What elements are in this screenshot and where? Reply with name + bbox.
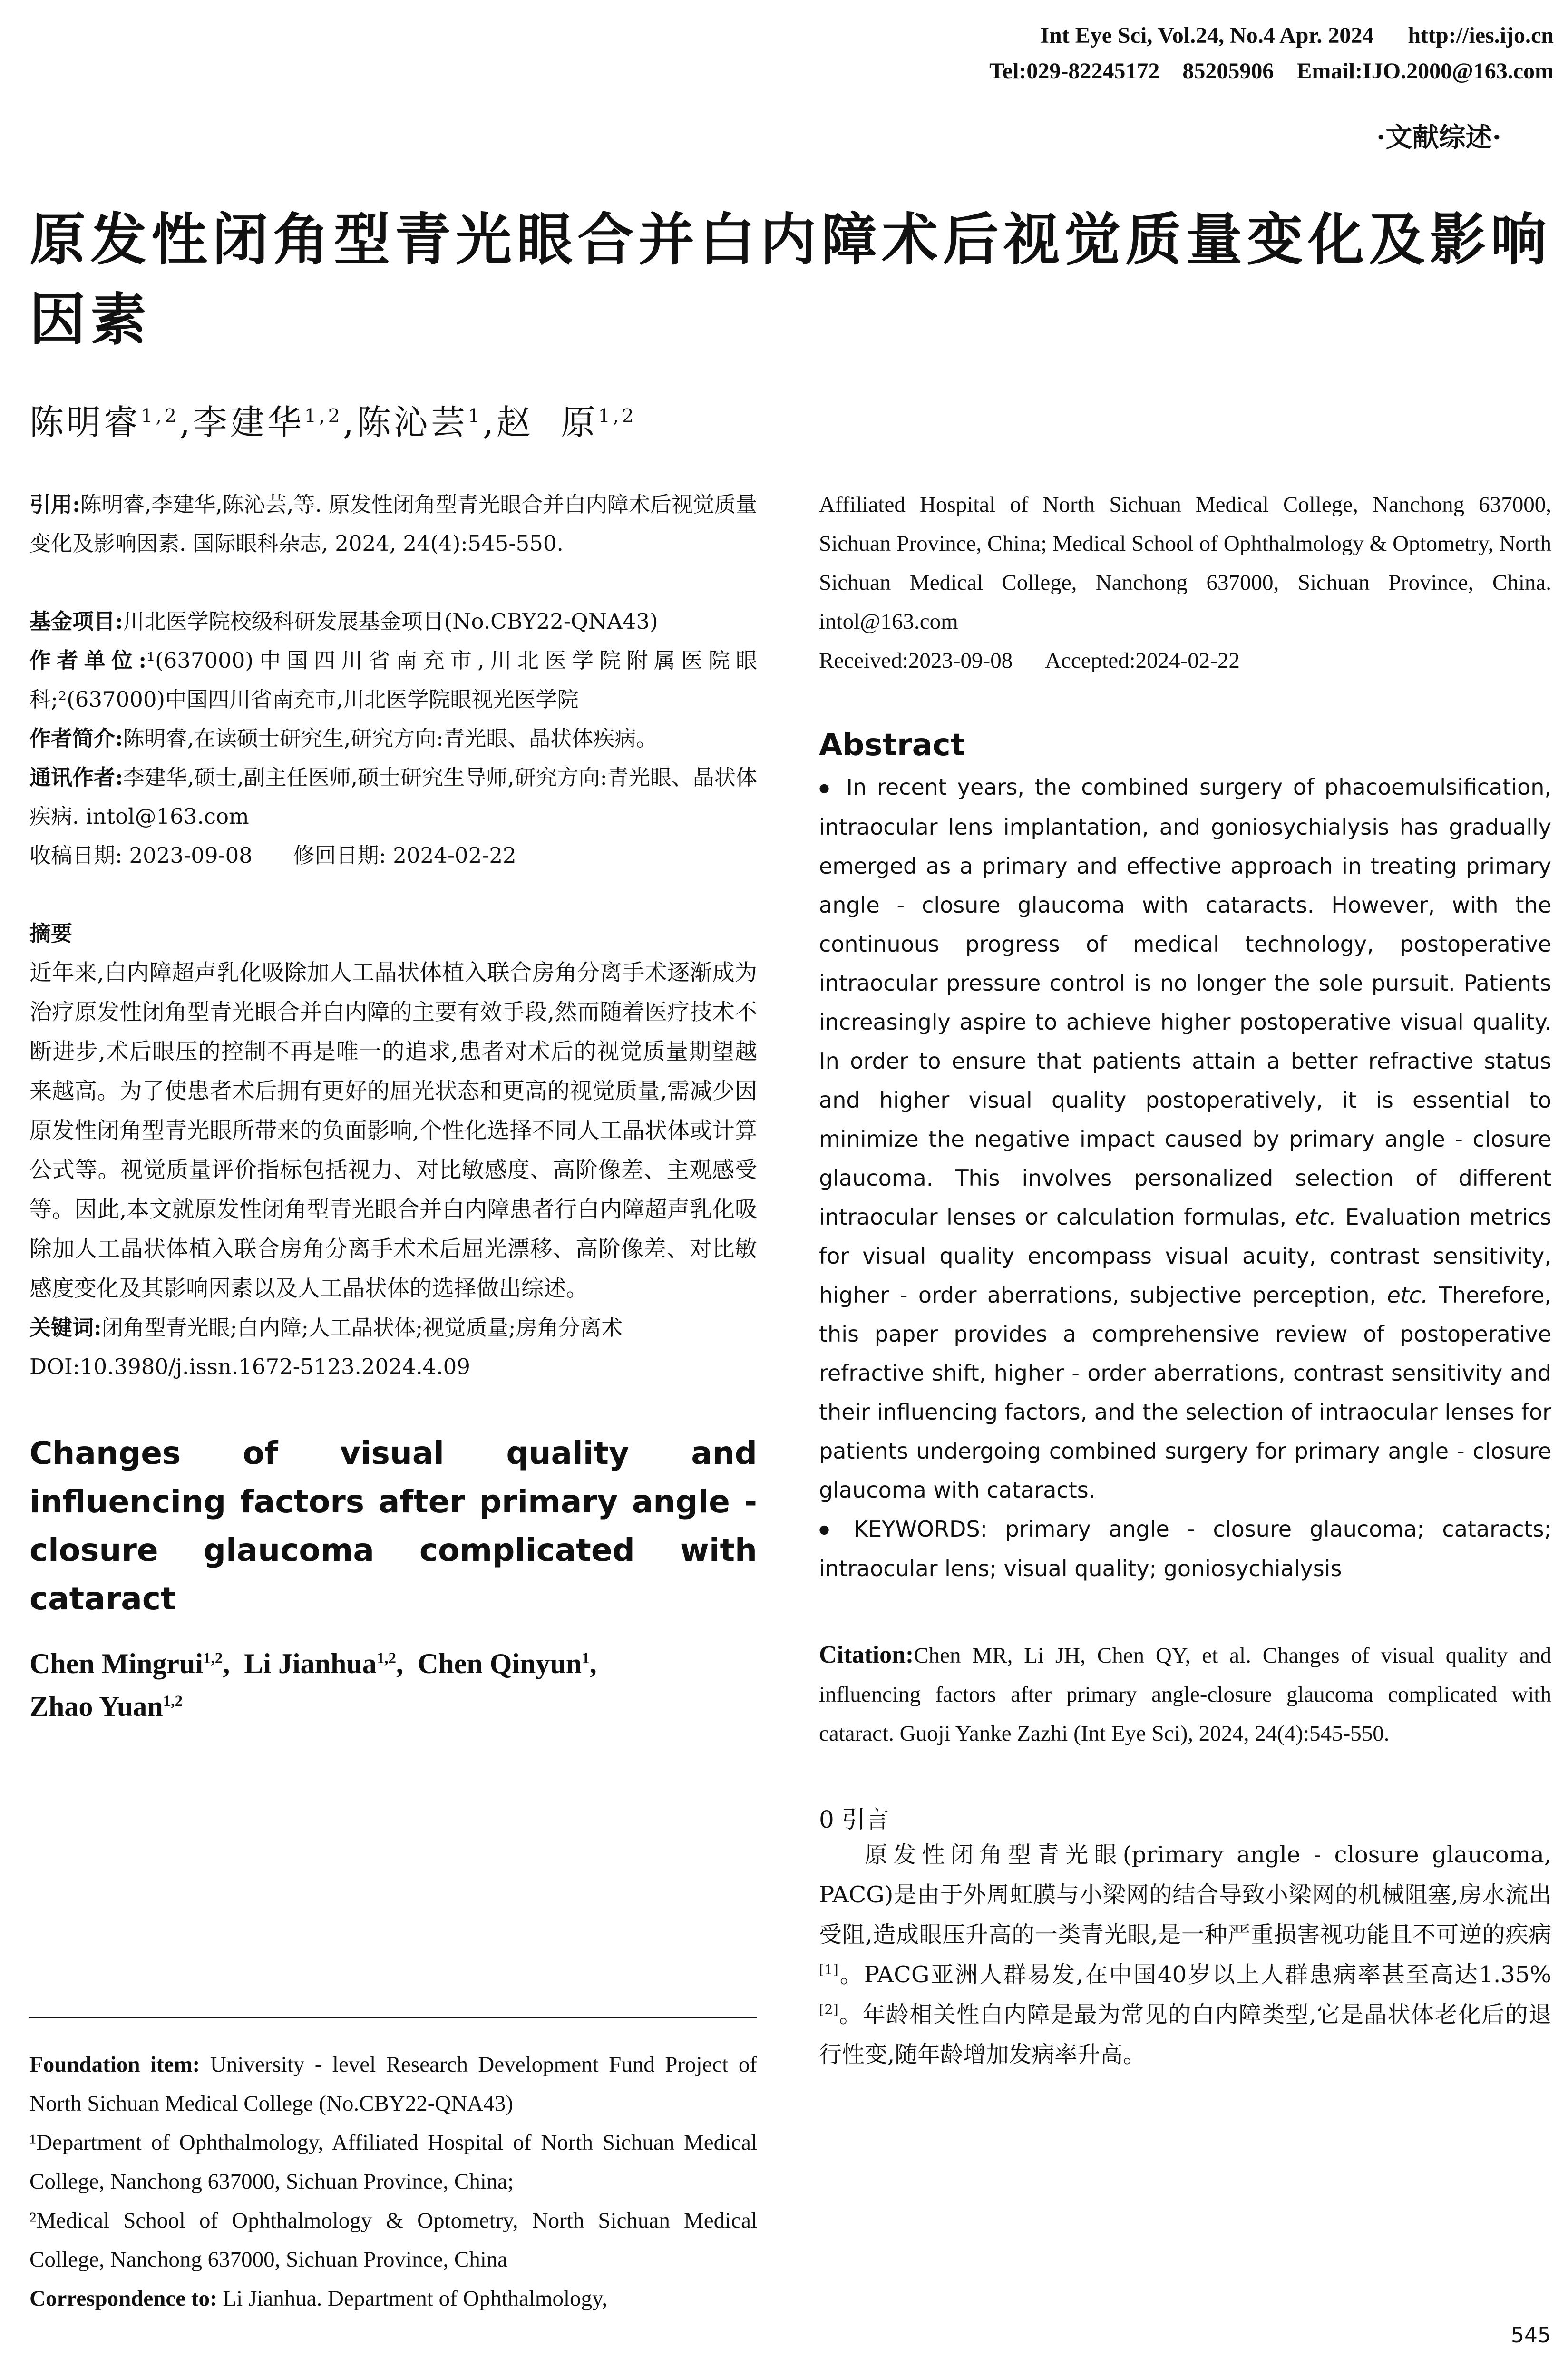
intro-heading: 0 引言	[819, 1806, 889, 1834]
citation-en-label: Citation:	[819, 1641, 914, 1669]
abstract-part: In recent years, the combined surgery of phacoemulsification, intraocular lens implantation, and goniosychialysis has gradually emerged as a primary and effective approach in treating primary angle - closure glaucoma with cataracts. However, with the continuous progress of medical technology, postoperative intraocular pressure control is no longer the sole pursuit. Patients increasingly aspire to achieve higher postoperative visual quality. In order to ensure that patients attain a better refractive status and higher visual quality postoperatively, it is essential to minimize the negative impact caused by primary angle - closure glaucoma. This involves personalized selection of different intraocular lenses or calculation formulas,	[819, 774, 1551, 1230]
abstract-label-cn: 摘要	[29, 921, 73, 946]
english-title: Changes of visual quality and influencing factors after primary angle - closure glaucoma complicated with cataract	[29, 1435, 757, 1617]
author-affiliation: 1,2	[304, 405, 343, 427]
fund-item	[29, 602, 757, 641]
left-column	[29, 485, 757, 1728]
correspondence-text: Li Jianhua. Department of Ophthalmology,	[223, 2286, 608, 2311]
citation-text: 陈明睿,李建华,陈沁芸,等. 原发性闭角型青光眼合并白内障术后视觉质量变化及影响因素. 国际眼科杂志, 2024, 24(4):545-550.	[29, 492, 757, 556]
author-name: Chen Qinyun	[418, 1648, 582, 1679]
dates-cn: 收稿日期: 2023-09-08 修回日期: 2024-02-22	[29, 843, 516, 868]
fund-text: 川北医学院校级科研发展基金项目(No.CBY22-QNA43)	[123, 609, 658, 634]
fund-label: 基金项目:	[29, 609, 123, 634]
received-accepted: Received:2023-09-08 Accepted:2024-02-22	[819, 648, 1240, 673]
foundation-item-en	[29, 2045, 757, 2123]
department-1: ¹Department of Ophthalmology, Affiliated Hospital of North Sichuan Medical College, Nanchong 637000, Sichuan Province, China;	[29, 2130, 757, 2194]
intro-paragraph	[819, 1835, 1551, 2075]
keywords-label: 关键词:	[29, 1315, 102, 1340]
author-name: 陈明睿	[29, 402, 141, 442]
corresponding-author-cn	[29, 758, 757, 836]
journal-header-line2: Tel:029-82245172 85205906 Email:IJO.2000@163.com	[989, 58, 1554, 84]
journal-header-line1: Int Eye Sci, Vol.24, No.4 Apr. 2024 http://ies.ijo.cn	[1040, 23, 1554, 48]
authors-en: Chen Mingrui$^{1,2}$, Li Jianhua$^{1,2}$, Chen Qinyun$^1$, Zhao Yuan$^{1,2}$	[29, 1648, 597, 1722]
author-affiliation: 1,2	[598, 405, 637, 427]
author-units	[29, 641, 757, 719]
right-column	[819, 485, 1551, 2075]
abstract-heading-en: Abstract	[819, 728, 965, 763]
correspondence-en	[29, 2279, 757, 2318]
abstract-part: Therefore, this paper provides a comprehensive review of postoperative refractive shift, higher - order aberrations, contrast sensitivity and their influencing factors, and the selection of intraocular lenses for patients undergoing combined surgery for primary angle - closure glaucoma with cataracts.	[819, 1282, 1551, 1503]
author-name: Li Jianhua	[244, 1648, 377, 1679]
author-name: Zhao Yuan	[29, 1691, 163, 1722]
corr-label: 通讯作者:	[29, 765, 123, 790]
reference-marker: [2]	[819, 2001, 838, 2018]
left-english-footer	[29, 2045, 757, 2318]
abstract-etc: etc.	[1295, 1204, 1337, 1230]
citation-en-text: Chen MR, Li JH, Chen QY, et al. Changes of visual quality and influencing factors after primary angle-closure glaucoma complicated with cataract. Guoji Yanke Zazhi (Int Eye Sci), 2024, 24(4):545-550.	[819, 1643, 1551, 1746]
citation-cn	[29, 485, 757, 563]
author-affiliation: 1,2	[203, 1650, 223, 1667]
intro-part: 原发性闭角型青光眼(primary angle - closure glaucoma, PACG)是由于外周虹膜与小梁网的结合导致小梁网的机械阻塞,房水流出受阻,造成眼压升高的一类青光眼,是一种严重损害视功能且不可逆的疾病	[819, 1841, 1551, 1948]
correspondence-label: Correspondence to:	[29, 2286, 217, 2311]
citation-en	[819, 1636, 1551, 1753]
author-name: Chen Mingrui	[29, 1648, 204, 1679]
unit-label: 作者单位:	[29, 648, 147, 673]
keywords-text: 闭角型青光眼;白内障;人工晶状体;视觉质量;房角分离术	[101, 1315, 623, 1340]
author-affiliation: 1,2	[163, 1693, 183, 1710]
keywords-en: ● KEYWORDS: primary angle - closure glaucoma; cataracts; intraocular lens; visual quality; goniosychialysis	[819, 1510, 1551, 1588]
abstract-text-cn: 近年来,白内障超声乳化吸除加人工晶状体植入联合房角分离手术逐渐成为治疗原发性闭角型青光眼合并白内障的主要有效手段,然而随着医疗技术不断进步,术后眼压的控制不再是唯一的追求,患者对术后的视觉质量期望越来越高。为了使患者术后拥有更好的屈光状态和更高的视觉质量,需减少因原发性闭角型青光眼所带来的负面影响,个性化选择不同人工晶状体或计算公式等。视觉质量评价指标包括视力、对比敏感度、高阶像差、主观感受等。因此,本文就原发性闭角型青光眼合并白内障患者行白内障超声乳化吸除加人工晶状体植入联合房角分离手术术后屈光漂移、高阶像差、对比敏感度变化及其影响因素以及人工晶状体的选择做出综述。	[29, 960, 757, 1302]
author-bio	[29, 719, 757, 758]
bio-text: 陈明睿,在读硕士研究生,研究方向:青光眼、晶状体疾病。	[123, 726, 658, 751]
bio-label: 作者简介:	[29, 726, 123, 751]
foundation-label: Foundation item:	[29, 2052, 200, 2077]
corr-text: 李建华,硕士,副主任医师,硕士研究生导师,研究方向:青光眼、晶状体疾病. intol@163.com	[29, 765, 757, 829]
author-affiliation: 1	[467, 405, 483, 427]
unit-text: ¹(637000)中国四川省南充市,川北医学院附属医院眼科;²(637000)中国四川省南充市,川北医学院眼视光医学院	[29, 648, 757, 712]
author-affiliation: 1,2	[376, 1650, 397, 1667]
author-name: 陈沁芸	[356, 402, 468, 442]
page-number: 545	[1511, 2323, 1551, 2348]
page-title: 原发性闭角型青光眼合并白内障术后视觉质量变化及影响因素	[29, 207, 1552, 352]
author-name: 李建华	[193, 402, 304, 442]
authors-cn: 陈明睿$^{1,2}$,李建华$^{1,2}$,陈沁芸$^1$,赵 原$^{1,2}$	[29, 402, 637, 442]
reference-marker: [1]	[819, 1961, 838, 1978]
keywords-cn	[29, 1308, 757, 1347]
intro-part: 。年龄相关性白内障是最为常见的白内障类型,它是晶状体老化后的退行性变,随年龄增加发病率升高。	[819, 2001, 1551, 2068]
author-name: 赵 原	[496, 402, 598, 442]
citation-label: 引用:	[29, 492, 80, 517]
abstract-text-en	[819, 768, 1551, 1510]
intro-part: 。PACG亚洲人群易发,在中国40岁以上人群患病率甚至高达1.35%	[838, 1961, 1551, 1988]
abstract-part: Evaluation metrics for visual quality encompass visual acuity, contrast sensitivity, higher - order aberrations, subjective perception,	[819, 1204, 1552, 1308]
foundation-text: University - level Research Development Fund Project of North Sichuan Medical College (No.CBY22-QNA43)	[29, 2052, 758, 2116]
doi: DOI:10.3980/j.issn.1672-5123.2024.4.09	[29, 1354, 470, 1379]
correspondence-continued: Affiliated Hospital of North Sichuan Medical College, Nanchong 637000, Sichuan Province, China; Medical School of Ophthalmology & Optometry, North Sichuan Medical College, Nanchong 637000, Sichuan Province, China. intol@163.com	[819, 492, 1551, 634]
author-affiliation: 1,2	[141, 405, 179, 427]
abstract-etc: etc.	[1387, 1282, 1428, 1308]
author-affiliation: 1	[582, 1650, 590, 1667]
section-tag: ·文献综述·	[1376, 122, 1501, 153]
department-2: ²Medical School of Ophthalmology & Optometry, North Sichuan Medical College, Nanchong 637000, Sichuan Province, China	[29, 2208, 757, 2272]
divider	[29, 2017, 757, 2018]
